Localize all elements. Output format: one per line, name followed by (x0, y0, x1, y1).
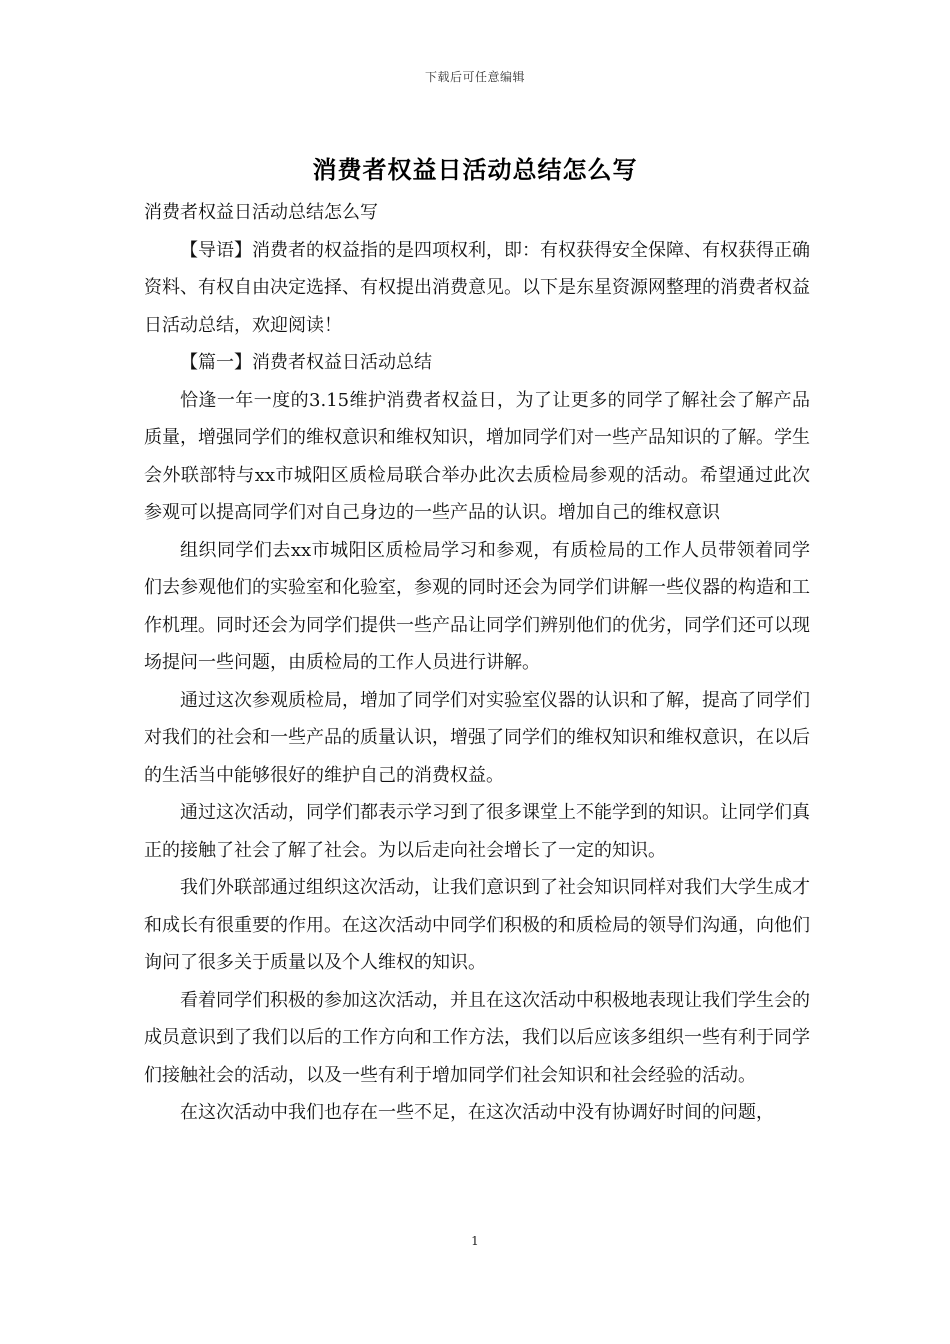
paragraph: 恰逢一年一度的3.15维护消费者权益日，为了让更多的同学了解社会了解产品质量，增强同学们的维权意识和维权知识，增加同学们对一些产品知识的了解。学生会外联部特与xx市城阳区质检局联合举办此次去质检局参观的活动。希望通过此次参观可以提高同学们对自己身边的一些产品的认识。增加自己的维权意识 (144, 389, 810, 523)
paragraph: 通过这次活动，同学们都表示学习到了很多课堂上不能学到的知识。让同学们真正的接触了社会了解了社会。为以后走向社会增长了一定的知识。 (144, 802, 810, 861)
page-number: 1 (471, 1234, 479, 1248)
paragraph: 组织同学们去xx市城阳区质检局学习和参观，有质检局的工作人员带领着同学们去参观他们的实验室和化验室，参观的同时还会为同学们讲解一些仪器的构造和工作机理。同时还会为同学们提供一些产品让同学们辨别他们的优劣，同学们还可以现场提问一些问题，由质检局的工作人员进行讲解。 (144, 539, 810, 673)
paragraph: 在这次活动中我们也存在一些不足，在这次活动中没有协调好时间的问题， (180, 1102, 774, 1123)
header-note: 下载后可任意编辑 (424, 70, 525, 84)
paragraph: 【导语】消费者的权益指的是四项权利，即：有权获得安全保障、有权获得正确资料、有权自由决定选择、有权提出消费意见。以下是东星资源网整理的消费者权益日活动总结，欢迎阅读！ (144, 239, 810, 336)
document-body (144, 194, 810, 1132)
paragraph: 看着同学们积极的参加这次活动，并且在这次活动中积极地表现让我们学生会的成员意识到了我们以后的工作方向和工作方法，我们以后应该多组织一些有利于同学们接触社会的活动，以及一些有利于增加同学们社会知识和社会经验的活动。 (144, 989, 810, 1086)
document-title: 消费者权益日活动总结怎么写 (312, 155, 638, 184)
paragraph: 消费者权益日活动总结怎么写 (144, 202, 378, 223)
paragraph: 【篇一】消费者权益日活动总结 (180, 352, 432, 373)
paragraph: 我们外联部通过组织这次活动，让我们意识到了社会知识同样对我们大学生成才和成长有很重要的作用。在这次活动中同学们积极的和质检局的领导们沟通，向他们询问了很多关于质量以及个人维权的知识。 (144, 877, 810, 973)
paragraph: 通过这次参观质检局，增加了同学们对实验室仪器的认识和了解，提高了同学们对我们的社会和一些产品的质量认识，增强了同学们的维权知识和维权意识，在以后的生活当中能够很好的维护自己的消费权益。 (144, 689, 810, 786)
